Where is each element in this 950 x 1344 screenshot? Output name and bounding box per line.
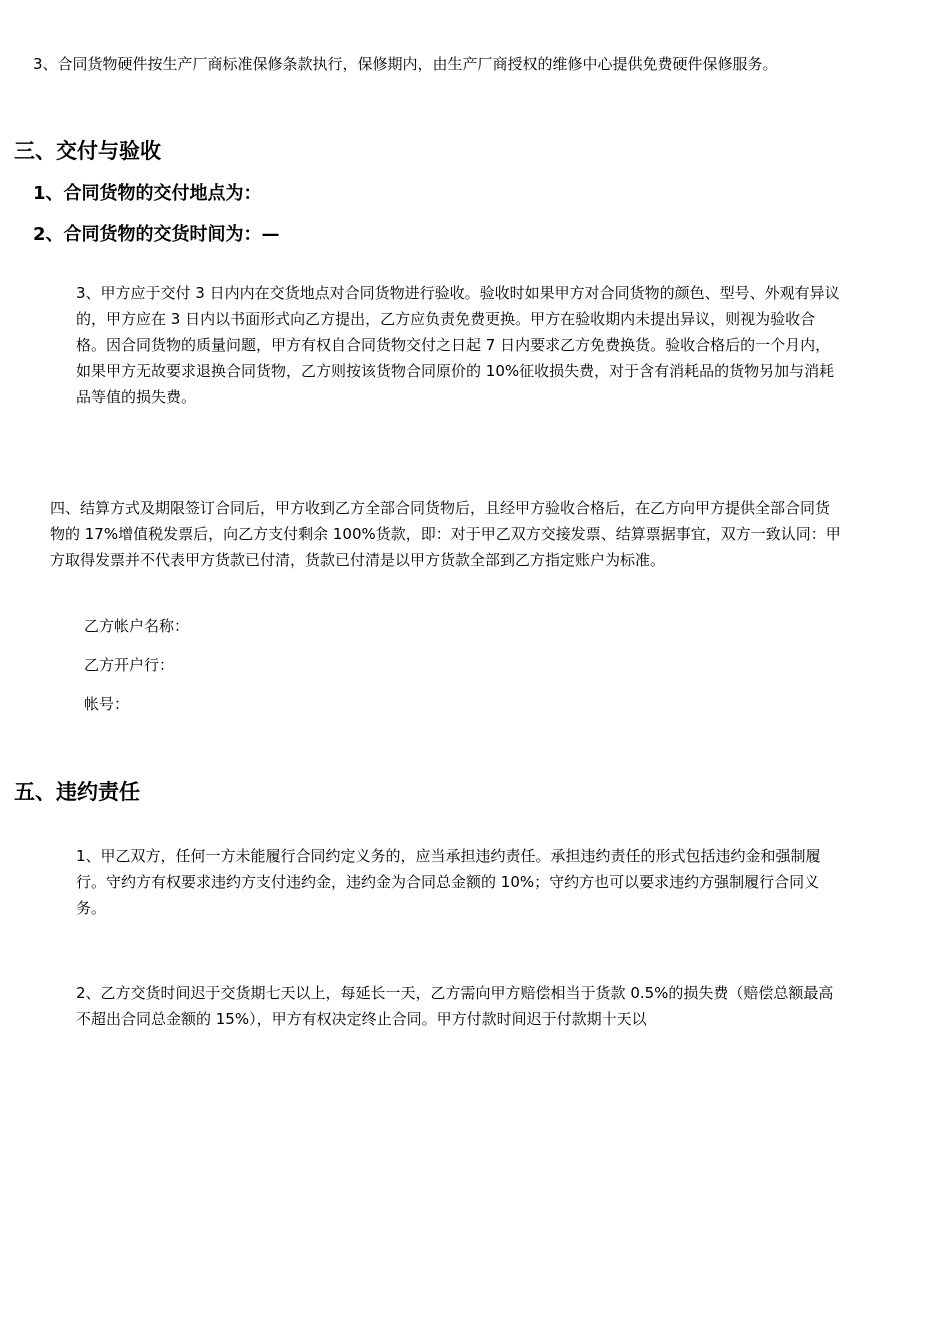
paragraph-line: 3、甲方应于交付 3 日内内在交货地点对合同货物进行验收。验收时如果甲方对合同货物的颜色、型号、外观有异议: [76, 284, 840, 302]
section-3-item-3: [76, 280, 840, 410]
section-5-heading: 五、违约责任: [14, 780, 140, 804]
section-5-item-2: [76, 980, 833, 1032]
paragraph-line: 2、乙方交货时间迟于交货期七天以上，每延长一天，乙方需向甲方赔偿相当于货款 0.5%的损失费（赔偿总额最高: [76, 984, 834, 1002]
paragraph-line: 物的 17%增值税发票后，向乙方支付剩余 100%货款，即：对于甲乙双方交接发票、结算票据事宜，双方一致认同：甲: [50, 525, 841, 543]
warranty-item-3: 3、合同货物硬件按生产厂商标准保修条款执行，保修期内，由生产厂商授权的维修中心提供免费硬件保修服务。: [33, 55, 778, 73]
paragraph-line: 行。守约方有权要求违约方支付违约金，违约金为合同总金额的 10%；守约方也可以要求违约方强制履行合同义: [76, 873, 820, 891]
section-5-item-1: [76, 843, 821, 921]
paragraph-line: 方取得发票并不代表甲方货款已付清，货款已付清是以甲方货款全部到乙方指定账户为标准。: [50, 551, 666, 569]
paragraph-line: 的，甲方应在 3 日内以书面形式向乙方提出，乙方应负责免费更换。甲方在验收期内未提出异议，则视为验收合: [76, 310, 816, 328]
paragraph-line: 四、结算方式及期限签订合同后，甲方收到乙方全部合同货物后，且经甲方验收合格后，在乙方向甲方提供全部合同货: [50, 499, 831, 517]
section-3-item-2: 2、合同货物的交货时间为：—: [33, 224, 280, 245]
account-number-label: 帐号：: [84, 695, 130, 713]
paragraph-line: 务。: [76, 899, 107, 917]
account-name-label: 乙方帐户名称：: [84, 617, 190, 635]
paragraph-line: 如果甲方无故要求退换合同货物，乙方则按该货物合同原价的 10%征收损失费，对于含有消耗品的货物另加与消耗: [76, 362, 835, 380]
section-3-heading: 三、交付与验收: [14, 139, 161, 163]
section-3-item-1: 1、合同货物的交付地点为：: [33, 183, 262, 204]
paragraph-line: 1、甲乙双方，任何一方未能履行合同约定义务的，应当承担违约责任。承担违约责任的形式包括违约金和强制履: [76, 847, 821, 865]
paragraph-line: 不超出合同总金额的 15%），甲方有权决定终止合同。甲方付款时间迟于付款期十天以: [76, 1010, 647, 1028]
paragraph-line: 品等值的损失费。: [76, 388, 197, 406]
section-4-paragraph: [50, 495, 841, 573]
paragraph-line: 格。因合同货物的质量问题，甲方有权自合同货物交付之日起 7 日内要求乙方免费换货。验收合格后的一个月内，: [76, 336, 831, 354]
bank-label: 乙方开户行：: [84, 656, 175, 674]
